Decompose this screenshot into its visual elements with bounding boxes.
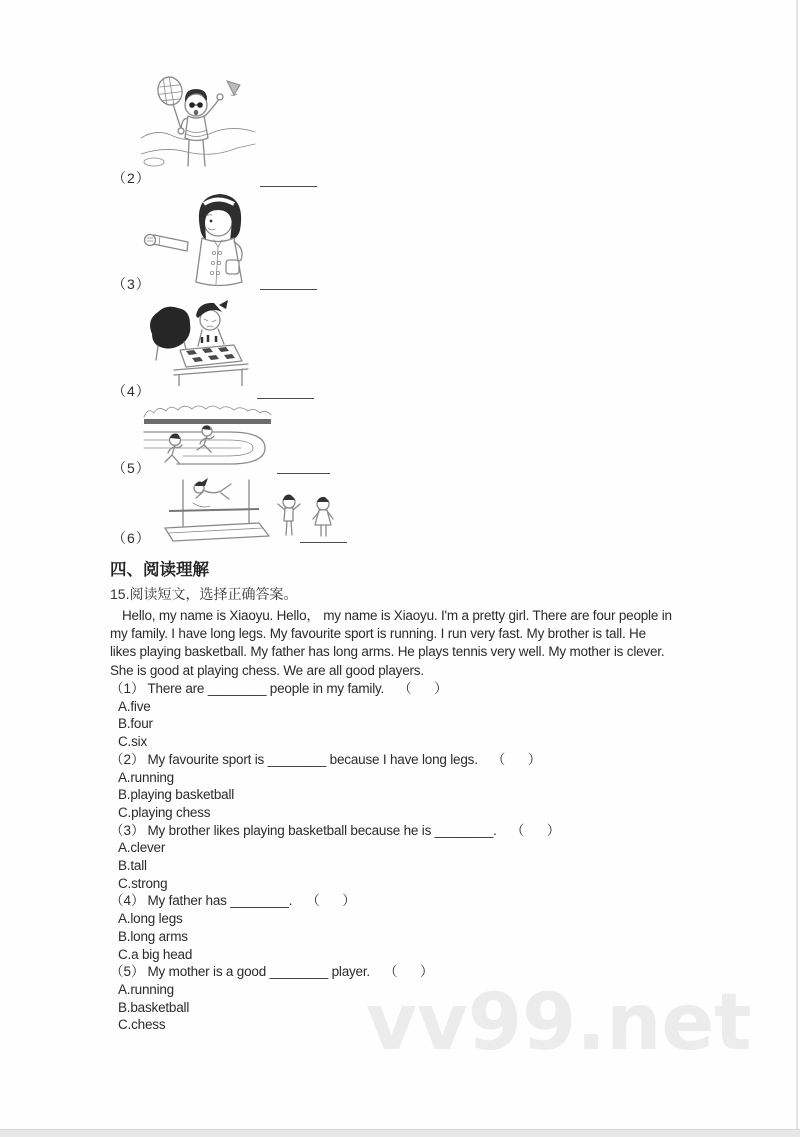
option-line: A.five [118, 698, 151, 714]
question-2 [110, 751, 560, 822]
question-number: （4） [110, 893, 145, 909]
page-bottom-edge [0, 1129, 800, 1137]
question-prompt: （2） My favourite sport is ________ because I have long legs. （ ） [110, 751, 542, 767]
answer-blank [300, 540, 347, 543]
question-prompt: （1） There are ________ people in my family. （ ） [110, 681, 448, 696]
item-number: （2） [112, 170, 151, 186]
answer-bracket: （ ） [491, 751, 542, 767]
option-line: C.six [118, 734, 147, 750]
question-prompt: （3） My brother likes playing basketball because he is ________. （ ） [110, 822, 561, 838]
question-3 [110, 822, 560, 893]
section-heading: 四、阅读理解 [110, 561, 209, 579]
passage-line: She is good at playing chess. We are all good players. [110, 662, 424, 678]
highjump-illustration [141, 476, 348, 543]
section-instruction: 15.阅读短文，选择正确答案。 [110, 586, 298, 602]
passage-line: my family. I have long legs. My favourite sport is running. I run very fast. My brother is tall. He [110, 626, 646, 642]
option-line: A.long legs [118, 911, 183, 927]
option-line: A.running [118, 981, 174, 997]
item-number: （6） [112, 530, 151, 546]
option-line: B.long arms [118, 928, 188, 944]
answer-bracket: （ ） [510, 822, 561, 838]
page-right-edge [796, 0, 798, 1137]
question-prompt: （5） My mother is a good ________ player. （ ） [110, 964, 434, 980]
question-4 [110, 892, 560, 963]
question-1 [110, 680, 560, 751]
question-number: （3） [110, 822, 145, 838]
option-line: B.playing basketball [118, 787, 235, 803]
option-line: B.basketball [118, 999, 190, 1015]
reading-passage [110, 607, 672, 680]
option-line: C.strong [118, 875, 168, 891]
answer-bracket: （ ） [398, 681, 448, 696]
question-number: （5） [110, 964, 145, 980]
passage-line: likes playing basketball. My father has long arms. He plays tennis very well. My mother is clever. [110, 644, 665, 660]
item-number: （4） [112, 383, 151, 399]
option-line: A.running [118, 769, 174, 785]
option-line: C.chess [118, 1017, 166, 1033]
answer-blank [260, 184, 317, 187]
answer-blank [277, 471, 330, 474]
option-line: B.tall [118, 858, 147, 874]
passage-line: Hello, my name is Xiaoyu. Hello， my name is Xiaoyu. I'm a pretty girl. There are four people in [122, 608, 672, 623]
answer-bracket: （ ） [383, 964, 434, 980]
option-line: C.a big head [118, 946, 193, 962]
answer-blank [257, 396, 314, 399]
answer-bracket: （ ） [306, 893, 356, 909]
option-line: C.playing chess [118, 804, 211, 820]
question-number: （1） [110, 681, 145, 696]
site-watermark: vv99.net [366, 978, 752, 1068]
answer-blank [260, 287, 317, 290]
question-prompt: （4） My father has ________. （ ） [110, 893, 356, 909]
kungfu-illustration [142, 190, 258, 290]
chess-illustration [146, 298, 258, 386]
option-line: A.clever [118, 840, 166, 856]
item-number: （3） [112, 276, 151, 292]
running-illustration [141, 402, 274, 472]
item-number: （5） [112, 460, 151, 476]
option-line: B.four [118, 716, 153, 732]
badminton-illustration [139, 74, 257, 186]
question-number: （2） [110, 751, 145, 767]
